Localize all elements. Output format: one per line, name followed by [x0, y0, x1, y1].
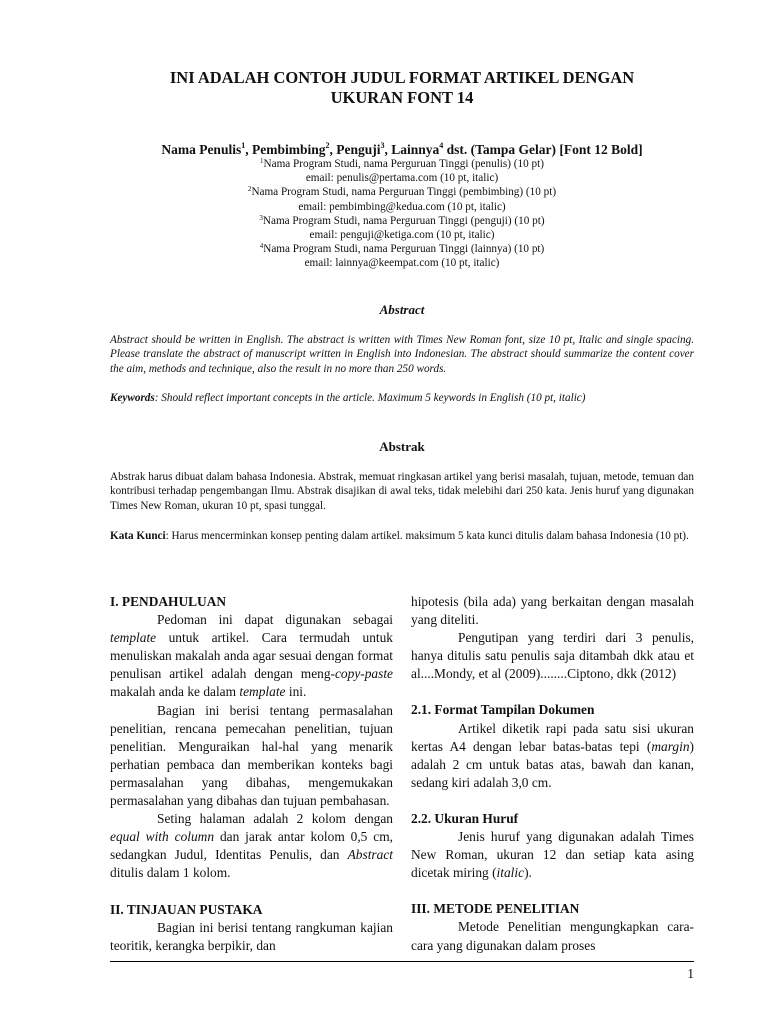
affiliation-sup: 4 — [259, 242, 264, 251]
footer-rule — [110, 961, 694, 962]
affiliation-program — [110, 185, 694, 199]
body-paragraph — [110, 810, 393, 882]
title-line-1: INI ADALAH CONTOH JUDUL FORMAT ARTIKEL DENGAN — [169, 68, 635, 87]
text-run: Seting halaman adalah 2 kolom dengan — [157, 811, 393, 827]
italic-term: template — [239, 684, 286, 700]
author-name-3: Penguji — [336, 142, 381, 157]
text-run: Pedoman ini dapat digunakan sebagai — [157, 612, 393, 628]
title-line-2: UKURAN FONT 14 — [330, 88, 474, 107]
text-run: Artikel diketik rapi pada satu sisi ukuran kertas A4 dengan lebar batas-batas tepi ( — [411, 720, 694, 754]
text-run: Jenis huruf yang digunakan adalah Times New Roman, ukuran 12 dan setiap kata asing dicetak miring ( — [411, 829, 694, 881]
right-column — [411, 593, 694, 955]
affiliation-program-text: Nama Program Studi, nama Perguruan Tinggi (pembimbing) (10 pt) — [251, 186, 557, 199]
author-separator: , — [245, 142, 252, 157]
affiliation-sup: 1 — [260, 157, 264, 165]
abstract-body: Abstract should be written in English. The abstract is written with Times New Roman font, size 10 pt, Italic and single spacing. Please translate the abstract of manuscript written in English into Indonesian. The abstract should summarize the content cover the aim, methods and technique, also the result in no more than 250 words. — [110, 334, 694, 375]
text-run: untuk artikel. Cara termudah untuk menuliskan makalah anda agar sesuai dengan format penulisan artikel adalah dengan meng- — [110, 630, 393, 682]
affiliation-program-text: Nama Program Studi, nama Perguruan Tinggi (penguji) (10 pt) — [262, 214, 545, 227]
affiliation-program-text: Nama Program Studi, nama Perguruan Tinggi (lainnya) (10 pt) — [263, 243, 545, 256]
abstrak-heading: Abstrak — [379, 439, 425, 454]
kata-kunci-label: Kata Kunci — [110, 530, 166, 542]
body-paragraph: Bagian ini berisi tentang rangkuman kajian teoritik, kerangka berpikir, dan — [110, 919, 393, 953]
author-line — [80, 141, 724, 158]
kata-kunci-line — [110, 529, 694, 543]
spacer — [411, 882, 694, 900]
spacer — [411, 792, 694, 810]
text-run: dan jarak antar kolom 0,5 cm, sedangkan Judul, Identitas Penulis, dan — [110, 829, 393, 863]
text-run: ). — [524, 865, 532, 881]
author-name-1: Nama Penulis — [161, 142, 242, 157]
italic-term: template — [110, 630, 157, 646]
body-paragraph: Pengutipan yang terdiri dari 3 penulis, hanya ditulis satu penulis saja ditambah dkk atau et al....Mondy, et al (2009)........Ciptono, dkk (2012) — [411, 630, 694, 682]
text-run: ini. — [285, 684, 307, 700]
author-separator: , — [329, 142, 337, 157]
italic-term: italic — [496, 865, 525, 881]
author-sup-3: 3 — [380, 141, 385, 150]
article-title — [110, 68, 694, 108]
body-paragraph — [411, 720, 694, 792]
author-sup-4: 4 — [439, 141, 444, 150]
affiliation-program-text: Nama Program Studi, nama Perguruan Tinggi (penulis) (10 pt) — [263, 158, 544, 170]
affiliations — [110, 157, 694, 271]
author-separator: , — [384, 142, 392, 157]
body-paragraph — [411, 828, 694, 882]
section-heading-tinjauan: II. TINJAUAN PUSTAKA — [110, 901, 263, 917]
text-run: makalah anda ke dalam — [110, 684, 240, 700]
affiliation-program — [110, 242, 694, 256]
author-sup-2: 2 — [325, 141, 330, 150]
spacer — [110, 883, 393, 901]
abstract-heading: Abstract — [379, 302, 425, 317]
spacer — [411, 683, 694, 701]
section-heading-metode: III. METODE PENELITIAN — [411, 901, 580, 917]
keywords-line — [110, 391, 694, 405]
body-paragraph: Bagian ini berisi tentang permasalahan penelitian, rencana pemecahan penelitian, tujuan penelitian. Menguraikan hal-hal yang menarik perhatian pembaca dan memberikan konteks bagi permasalahan yang dibahas, mengemukakan permasalahan yang dibahas dan tujuan pembahasan. — [110, 702, 393, 809]
subsection-heading-format: 2.1. Format Tampilan Dokumen — [411, 702, 595, 718]
kata-kunci-text: : Harus mencerminkan konsep penting dalam artikel. maksimum 5 kata kunci ditulis dalam bahasa Indonesia (10 pt). — [165, 530, 689, 542]
author-sup-1: 1 — [241, 141, 246, 150]
italic-term: equal with column — [110, 829, 215, 845]
keywords-label: Keywords — [110, 392, 155, 404]
author-name-2: Pembimbing — [251, 142, 326, 157]
author-line-tail: dst. (Tampa Gelar) [Font 12 Bold] — [443, 142, 643, 157]
italic-term: margin — [651, 738, 690, 754]
text-run: ditulis dalam 1 kolom. — [110, 865, 231, 881]
affiliation-email: email: penguji@ketiga.com (10 pt, italic) — [309, 229, 495, 242]
body-paragraph: hipotesis (bila ada) yang berkaitan dengan masalah yang diteliti. — [411, 594, 694, 628]
author-name-4: Lainnya — [391, 142, 440, 157]
body-paragraph — [110, 611, 393, 701]
text-run: ) adalah 2 cm untuk batas atas, bawah dan kanan, sedang kiri adalah 3,0 cm. — [411, 738, 694, 790]
section-heading-pendahuluan: I. PENDAHULUAN — [110, 594, 227, 609]
affiliation-email: email: penulis@pertama.com (10 pt, italic) — [305, 172, 499, 185]
body-paragraph: Metode Penelitian mengungkapkan cara-cara yang digunakan dalam proses — [411, 919, 694, 953]
affiliation-email: email: lainnya@keempat.com (10 pt, italic) — [304, 257, 500, 270]
keywords-text: : Should reflect important concepts in the article. Maximum 5 keywords in English (10 pt, italic) — [154, 392, 586, 404]
affiliation-program — [110, 214, 694, 228]
subsection-heading-ukuran: 2.2. Ukuran Huruf — [411, 810, 519, 826]
affiliation-email: email: pembimbing@kedua.com (10 pt, italic) — [298, 200, 506, 213]
abstrak-body: Abstrak harus dibuat dalam bahasa Indonesia. Abstrak, memuat ringkasan artikel yang berisi masalah, tujuan, metode, temuan dan kontribusi terhadap pengembangan Ilmu. Abstrak disajikan di awal teks, tidak melebihi dari 250 kata. Jenis huruf yang digunakan Times New Roman, ukuran 10 pt, spasi tunggal. — [110, 471, 694, 512]
italic-term: Abstract — [347, 847, 393, 863]
affiliation-program — [110, 157, 694, 171]
italic-term: copy-paste — [334, 666, 393, 682]
affiliation-sup: 2 — [247, 185, 252, 194]
left-column — [110, 593, 393, 955]
page-number: 1 — [687, 966, 694, 981]
affiliation-sup: 3 — [259, 213, 263, 222]
